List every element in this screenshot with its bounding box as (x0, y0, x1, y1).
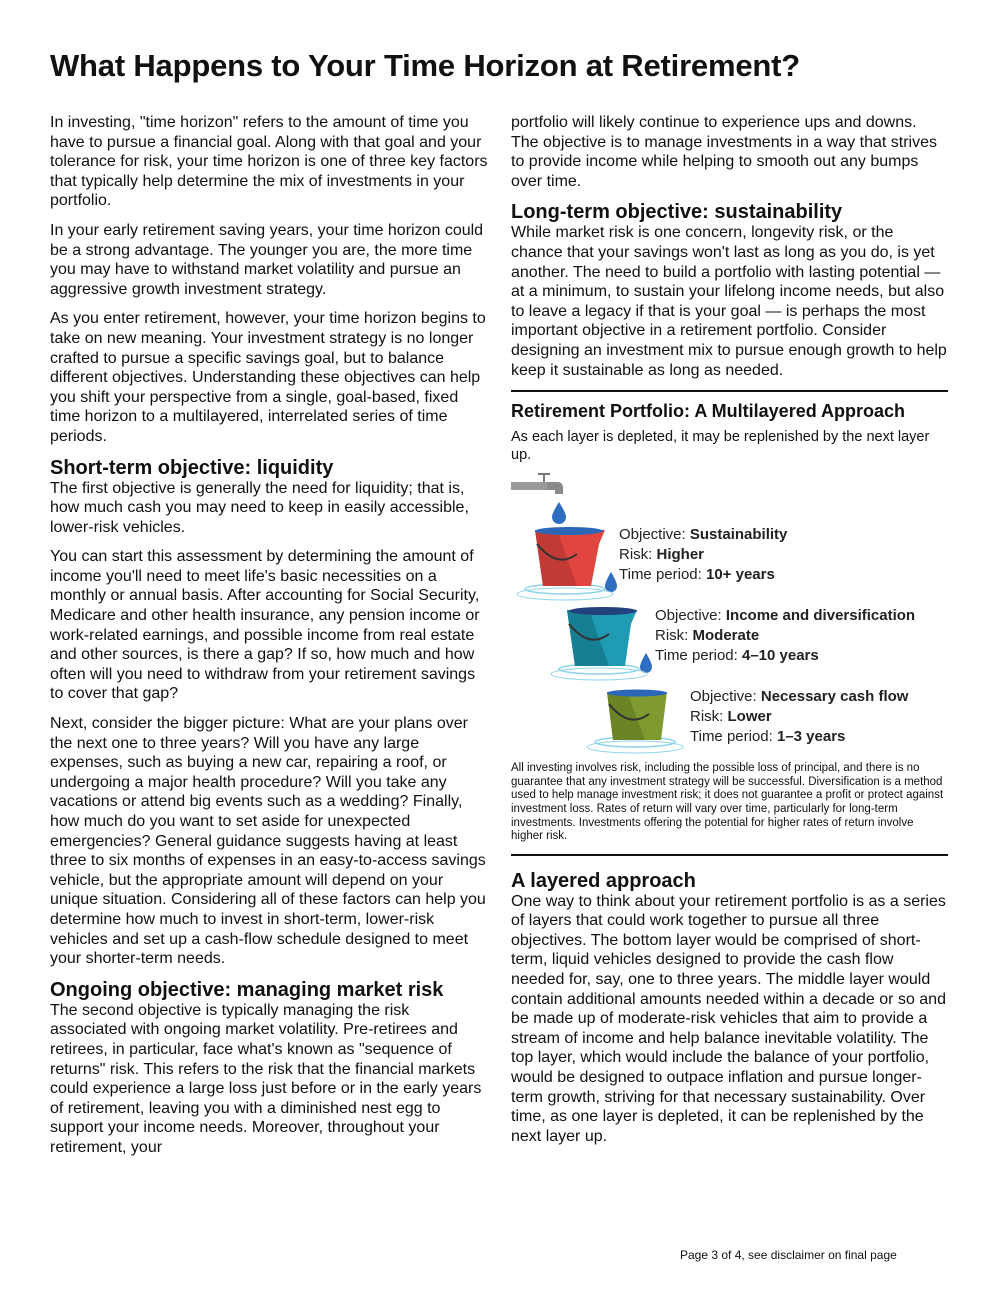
left-column (50, 113, 490, 1168)
risk-value: Lower (727, 708, 772, 726)
objective-value: Necessary cash flow (760, 688, 909, 706)
long-term-paragraph: While market risk is one concern, longevity risk, or the chance that your savings won't last as long as you do, is yet another. The need to build a portfolio with lasting potential — at a minimum, to sustain your lifelong income needs, but also to leave a legacy if that is your goal — is perhaps the most important objective in a retirement portfolio. Consider designing an investment mix to pursue enough growth to help keep it sustainable as long as needed. (511, 224, 947, 379)
intro-paragraph: In your early retirement saving years, your time horizon could be a strong advantage. The younger you are, the more time you may have to withstand market volatility and pursue an aggressive growth investment strategy. (50, 221, 484, 298)
bucket-icon (517, 527, 613, 600)
page-footer: Page 3 of 4, see disclaimer on final page (680, 1248, 897, 1262)
divider (511, 390, 948, 392)
objective-label: Objective: (690, 688, 761, 706)
short-term-paragraph: You can start this assessment by determining the amount of income you'll need to meet life's basic necessities on a monthly or annual basis. After accounting for Social Security, Medicare and other health insurance, any pension income or work-related earnings, and possible income from real estate and other sources, is there a gap? If so, how much and how often will you need to withdraw from your retirement savings to cover that gap? (50, 548, 480, 703)
bucket-illustration (507, 472, 948, 762)
bucket-label-income (655, 606, 915, 666)
water-drop-icon (552, 502, 566, 524)
risk-value: Higher (656, 546, 705, 564)
intro-paragraph: In investing, "time horizon" refers to the amount of time you have to pursue a financial goal. Along with that goal and your tolerance for risk, your time horizon is one of three key factors that typically help determine the mix of investments in your portfolio. (50, 114, 488, 210)
layered-heading: A layered approach (511, 869, 696, 892)
sidebar-box (511, 390, 948, 856)
short-term-paragraph: The first objective is generally the need for liquidity; that is, how much cash you may need to keep in easily accessible, lower-risk vehicles. (50, 479, 469, 536)
intro-paragraph: As you enter retirement, however, your time horizon begins to take on new meaning. Your investment strategy is no longer crafted to pursue a specific savings goal, but to balance different objectives. Understanding these objectives can help you shift your perspective from a single, goal-based, fixed time horizon to a multilayered, interrelated series of time periods. (50, 310, 486, 445)
period-value: 10+ years (705, 566, 775, 584)
bucket-icon (587, 690, 683, 754)
period-label: Time period: (619, 566, 706, 584)
long-term-heading: Long-term objective: sustainability (511, 201, 843, 224)
risk-label: Risk: (690, 708, 728, 726)
layered-paragraph: One way to think about your retirement portfolio is as a series of layers that could work together to pursue all three objectives. The bottom layer would be comprised of short-term, liquid vehicles designed to provide the cash flow needed for, say, one to three years. The middle layer would contain additional amounts needed within a decade or so and be made up of moderate-risk vehicles that aim to provide a stream of income and help balance inevitable volatility. The top layer, which would include the balance of your portfolio, would be designed to outpace inflation and pursue longer-term growth, striving for that necessary sustainability. Over time, as one layer is depleted, it can be replenished by the next layer up. (511, 892, 946, 1145)
objective-value: Sustainability (689, 526, 788, 544)
water-drop-icon (605, 572, 617, 592)
water-drop-icon (640, 653, 652, 673)
sidebar-title: Retirement Portfolio: A Multilayered Approach (511, 401, 906, 422)
period-value: 4–10 years (741, 647, 819, 665)
short-term-heading: Short-term objective: liquidity (50, 456, 334, 479)
ongoing-continued-paragraph: portfolio will likely continue to experience ups and downs. The objective is to manage investments in a way that strives to provide income while helping to smooth out any bumps over time. (511, 114, 937, 190)
right-column (511, 113, 948, 1156)
period-value: 1–3 years (776, 728, 846, 746)
sidebar-subtitle: As each layer is depleted, it may be replenished by the next layer up. (511, 429, 930, 464)
page-title: What Happens to Your Time Horizon at Retirement? (50, 48, 800, 83)
ongoing-paragraph: The second objective is typically managing the risk associated with ongoing market volatility. Pre-retirees and retirees, in particular, face what's known as "sequence of returns" risk. This refers to the risk that the financial markets could experience a large loss just before or in the early years of retirement, leaving you with a diminished nest egg to support your income needs. Moreover, throughout your retirement, your (50, 1001, 482, 1156)
period-label: Time period: (655, 647, 742, 665)
period-label: Time period: (690, 728, 777, 746)
bucket-icon (551, 607, 647, 680)
objective-value: Income and diversification (725, 607, 916, 625)
sidebar-disclaimer: All investing involves risk, including the possible loss of principal, and there is no guarantee that any investment strategy will be successful. Diversification is a method used to help manage investment risk; it does not guarantee a profit or protect against investment loss. Rates of return will vary over time, particularly for long-term investments. Investments offering the potential for higher rates of return involve higher risk. (511, 762, 944, 843)
bucket-label-sustainability (619, 525, 787, 585)
risk-label: Risk: (655, 627, 693, 645)
faucet-icon (511, 473, 563, 494)
short-term-paragraph: Next, consider the bigger picture: What are your plans over the next one to three years? Will you have any large expenses, such as buying a new car, repairing a roof, or undergoing a major health procedure? Will you take any vacations or attend big events such as a wedding? Finally, how much do you want to set aside for unexpected emergencies? General guidance suggests having at least three to six months of expenses in an easy-to-access savings vehicle, but the appropriate amount will depend on your unique situation. Considering all of these factors can help you determine how much to invest in short-term, lower-risk vehicles and set up a cash-flow schedule designed to meet your shorter-term needs. (50, 715, 486, 968)
objective-label: Objective: (655, 607, 726, 625)
risk-label: Risk: (619, 546, 657, 564)
objective-label: Objective: (619, 526, 690, 544)
ongoing-heading: Ongoing objective: managing market risk (50, 978, 444, 1001)
risk-value: Moderate (692, 627, 760, 645)
divider (511, 854, 948, 856)
bucket-label-cash-flow (690, 687, 908, 747)
